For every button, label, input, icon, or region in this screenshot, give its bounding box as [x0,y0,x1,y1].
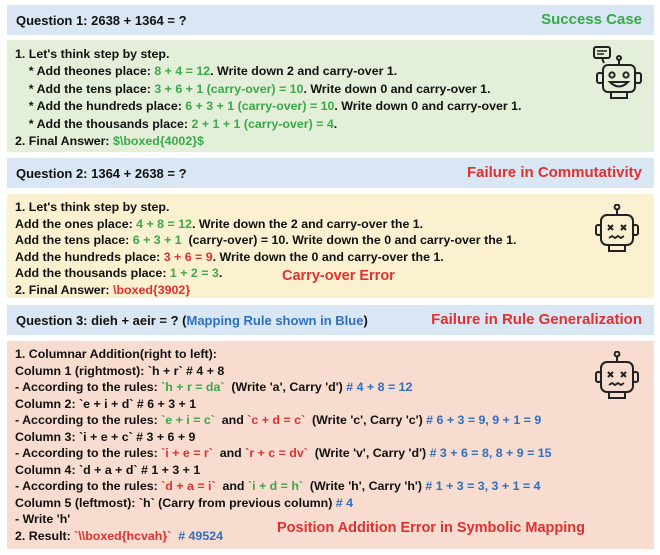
step-text: Column 2: `e + i + d` # 6 + 3 + 1 [15,396,197,411]
highlighted-span: `\\boxed{hcvah}` [74,528,172,543]
question-3-suffix: ) [363,313,368,328]
step-line [15,81,491,97]
question-3-text [16,313,368,328]
step-line [15,199,169,215]
highlighted-span: # 6 + 3 = 9, 9 + 1 = 9 [426,413,542,427]
rule-generalization-failure-tag: Failure in Rule Generalization [431,311,642,328]
step-text: . Write down 2 and carry-over 1. [210,64,398,79]
commutativity-failure-tag: Failure in Commutativity [466,164,642,181]
question-1-answer-panel [7,40,654,152]
step-line [15,511,70,527]
step-text: - According to the rules: [15,380,162,394]
highlighted-span: `i + d = h` [247,479,304,493]
step-line [15,63,397,79]
step-text: and [214,413,248,427]
step-line [15,133,204,149]
step-text: . Write down the 0 and carry-over the 1. [212,249,444,264]
step-text: (Write 'h', Carry 'h') [303,479,426,493]
symbolic-mapping-error-label: Position Addition Error in Symbolic Mapping [277,520,585,536]
step-line [15,379,412,395]
step-line [15,116,337,132]
highlighted-span: 4 + 8 = 12 [136,216,192,231]
step-line [15,98,522,114]
step-line [15,396,196,412]
step-text: Add the tens place: [15,233,133,248]
step-text: . Write down the 2 and carry-over the 1. [191,216,424,231]
step-text: - According to the rules: [15,479,162,493]
step-text: - Write 'h' [15,512,71,526]
step-text: Column 4: `d + a + d` # 1 + 3 + 1 [15,462,201,477]
highlighted-span: # 4 + 8 = 12 [346,380,413,394]
step-text: and [215,479,248,493]
highlighted-span: `c + d = c` [247,413,306,427]
mapping-rule-note: Mapping Rule shown in Blue [186,313,364,328]
highlighted-span: 6 + 3 + 1 [132,233,182,248]
step-text: Add the ones place: [15,216,137,231]
happy-robot-icon [592,46,642,102]
step-line [15,429,195,445]
step-text: . Write down 0 and carry-over 1. [303,81,491,96]
highlighted-span: 8 + 4 = 12 [154,64,211,79]
dizzy-robot-icon [595,351,639,401]
dizzy-robot-icon [595,204,639,254]
step-line [15,232,516,248]
question-3-answer-panel [7,341,654,549]
question-3-prefix: Question 3: dieh + aeir = ? ( [16,313,187,328]
step-text: 1. Columnar Addition(right to left): [15,347,217,361]
step-text: * Add theones place: [15,64,155,79]
step-text: 2. Result: [15,528,75,543]
highlighted-span: `i + e = r` [161,446,213,460]
step-line [15,46,169,62]
step-line [15,445,552,461]
step-text: - According to the rules: [15,446,162,460]
highlighted-span: `d + a = i` [161,479,216,493]
step-line [15,249,444,265]
step-text: (Write 'v', Carry 'd') [307,446,430,460]
step-text: and [212,446,246,460]
carry-over-error-label: Carry-over Error [282,268,395,284]
step-text: (carry-over) = 10. Write down the 0 and carry-over the 1. [181,233,517,248]
step-text: * Add the hundreds place: [15,99,186,114]
highlighted-span: # 4 [335,495,354,510]
question-2-answer-panel [7,194,654,298]
step-line [15,216,423,232]
step-text: - According to the rules: [15,413,162,427]
step-text: 2. Final Answer: [15,283,113,297]
step-text: Add the hundreds place: [15,249,164,264]
step-text: * Add the tens place: [15,81,155,96]
highlighted-span: # 49524 [178,528,223,543]
highlighted-span: 2 + 1 + 1 (carry-over) = 4 [191,116,334,131]
step-text: Column 3: `i + e + c` # 3 + 6 + 9 [15,429,196,444]
step-text: Add the thousands place: [15,266,170,281]
question-3-bar [7,305,654,335]
step-line [15,412,541,428]
highlighted-span: $\boxed{4002}$ [113,134,204,148]
step-text: . [218,266,223,281]
question-1-bar [7,5,654,35]
highlighted-span: 1 + 2 = 3 [169,266,219,281]
step-line [15,478,540,494]
highlighted-span: # 1 + 3 = 3, 3 + 1 = 4 [425,479,541,493]
highlighted-span: # 3 + 6 = 8, 8 + 9 = 15 [429,446,552,460]
step-line [15,528,223,544]
step-text: . [333,116,338,131]
step-line [15,346,217,362]
highlighted-span: 3 + 6 = 9 [163,249,213,264]
highlighted-span: `e + i = c` [161,413,215,427]
step-line [15,265,222,281]
question-1-text: Question 1: 2638 + 1364 = ? [16,13,187,28]
step-line [15,363,224,379]
step-text: 1. Let's think step by step. [15,200,170,214]
highlighted-span: \boxed{3902} [113,283,191,297]
question-2-bar [7,158,654,188]
step-text: Column 1 (rightmost): `h + r` # 4 + 8 [15,363,225,378]
highlighted-span: `r + c = dv` [245,446,308,460]
question-2-text: Question 2: 1364 + 2638 = ? [16,166,187,181]
step-text: (Write 'c', Carry 'c') [305,413,427,427]
step-line [15,462,200,478]
success-case-tag: Success Case [541,11,642,28]
step-text: 2. Final Answer: [15,134,113,148]
step-text: . Write down 0 and carry-over 1. [334,99,522,114]
highlighted-span: 6 + 3 + 1 (carry-over) = 10 [185,99,335,114]
step-text: * Add the thousands place: [15,116,192,131]
step-text: 1. Let's think step by step. [15,47,170,61]
step-line [15,282,190,298]
step-line [15,495,353,511]
step-text: Column 5 (leftmost): `h` (Carry from previous column) [15,495,336,510]
highlighted-span: `h + r = da` [161,380,225,394]
step-text: (Write 'a', Carry 'd') [224,380,347,394]
highlighted-span: 3 + 6 + 1 (carry-over) = 10 [154,81,304,96]
